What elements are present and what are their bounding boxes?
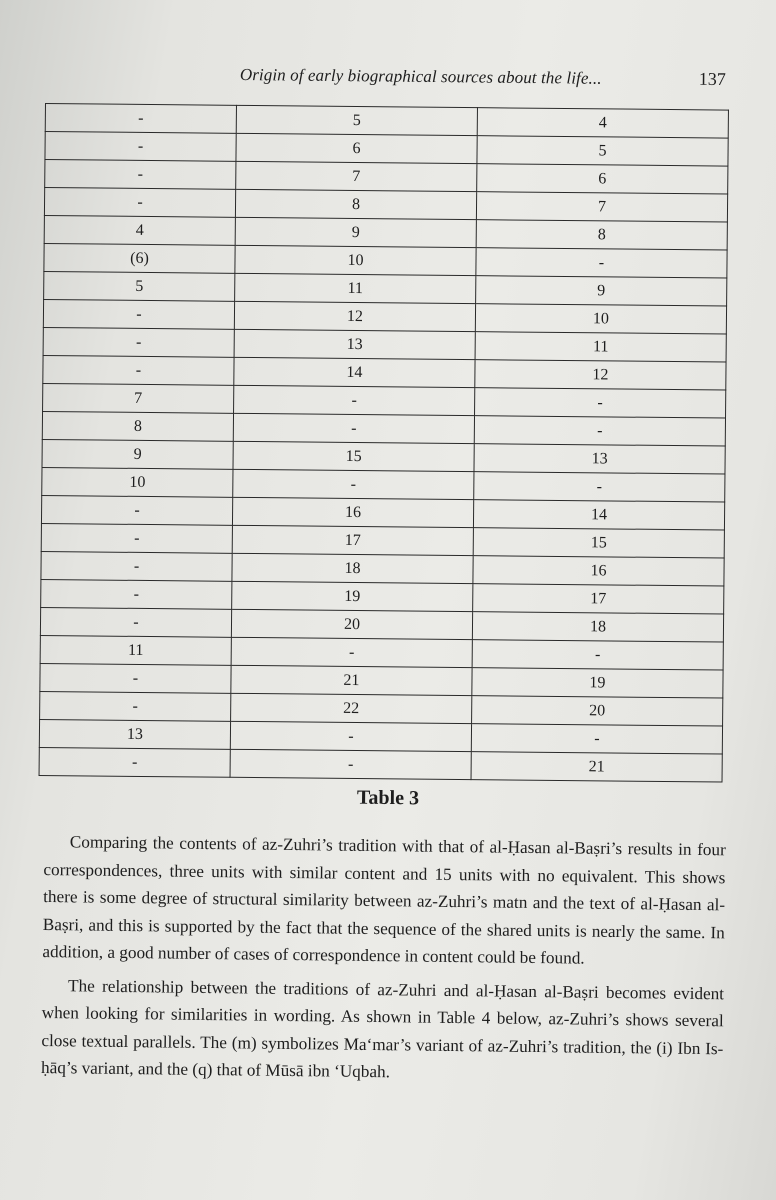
table-cell: 16	[232, 497, 473, 527]
table-cell: -	[230, 721, 471, 751]
table-cell: -	[474, 472, 725, 502]
table-cell: 16	[473, 556, 724, 586]
table-cell: -	[41, 495, 232, 525]
table-cell: 9	[235, 217, 476, 247]
table-cell: -	[233, 413, 474, 443]
table-cell: -	[476, 248, 727, 278]
table-cell: 13	[474, 444, 725, 474]
paragraph: Comparing the contents of az-Zuhri’s tradition with that of al-Ḥasan al-Baṣri’s results in four correspondences, three units with similar content and 15 units with no equivalent. This shows there is some degree of structural similarity between az-Zuhri’s matn and the text of al-Ḥasan al-Baṣri, and this is supported by the fact that the sequence of the shared units is nearly the same. In addition, a good number of cases of correspondence in content could be found.	[42, 832, 726, 968]
table-cell: -	[40, 691, 231, 721]
table-cell: 5	[477, 136, 728, 166]
body-text	[41, 828, 726, 1096]
table-cell: 8	[476, 220, 727, 250]
paragraph: The relationship between the traditions of az-Zuhri and al-Ḥasan al-Baṣri becomes evident when looking for similarities in wording. As shown in Table 4 below, az-Zuhri’s shows several close textual parallels. The (m) symbolizes Ma‘mar’s variant of az-Zuhri’s tradition, the (i) Ibn Is-ḥāq’s variant, and the (q) that of Mūsā ibn ‘Uqbah.	[40, 975, 725, 1082]
table-cell: -	[41, 579, 232, 609]
table-cell: -	[41, 551, 232, 581]
table-cell: 18	[232, 553, 473, 583]
table-cell: -	[39, 747, 230, 777]
table-cell: -	[43, 327, 234, 357]
table-cell: 6	[477, 164, 728, 194]
table-cell: 22	[231, 693, 472, 723]
table-cell: -	[234, 385, 475, 415]
table-3	[39, 103, 725, 782]
table-cell: 20	[472, 696, 723, 726]
table-cell: 12	[234, 301, 475, 331]
table-cell: 7	[43, 383, 234, 413]
table-cell: -	[40, 663, 231, 693]
table-cell: -	[231, 637, 472, 667]
table-cell: 12	[475, 360, 726, 390]
running-head	[240, 64, 730, 99]
page-number: 137	[698, 68, 726, 90]
table-cell: 7	[236, 161, 477, 191]
table-cell: -	[43, 299, 234, 329]
table-cell: 5	[236, 105, 477, 135]
table-cell: 11	[235, 273, 476, 303]
table-cell: 18	[472, 612, 723, 642]
table-cell: 9	[42, 439, 233, 469]
table-cell: 8	[42, 411, 233, 441]
table-cell: 7	[476, 192, 727, 222]
table-cell: 4	[477, 108, 728, 138]
table-cell: -	[474, 416, 725, 446]
table-cell: 5	[44, 271, 235, 301]
table-cell: 6	[236, 133, 477, 163]
table-cell: -	[45, 132, 236, 162]
table-cell: -	[40, 607, 231, 637]
table-cell: -	[475, 388, 726, 418]
table-cell: -	[471, 724, 722, 754]
table-row	[39, 747, 722, 782]
table-cell: 8	[235, 189, 476, 219]
table-cell: 19	[472, 668, 723, 698]
table-cell: 4	[44, 215, 235, 245]
table-cell: -	[230, 749, 471, 779]
table-cell: 15	[233, 441, 474, 471]
running-title: Origin of early biographical sources about the life...	[239, 64, 602, 88]
table-cell: 21	[231, 665, 472, 695]
table-cell: 19	[232, 581, 473, 611]
table-cell: -	[233, 469, 474, 499]
table-cell: 20	[231, 609, 472, 639]
table-cell: 11	[40, 635, 231, 665]
table-cell: 13	[234, 329, 475, 359]
table-cell: -	[45, 104, 236, 134]
table-cell: -	[472, 640, 723, 670]
table-cell: 14	[234, 357, 475, 387]
parallels-table	[39, 103, 729, 783]
table-cell: (6)	[44, 243, 235, 273]
table-cell: 14	[473, 500, 724, 530]
table-cell: -	[41, 523, 232, 553]
table-cell: 15	[473, 528, 724, 558]
table-cell: -	[45, 160, 236, 190]
table-cell: 10	[42, 467, 233, 497]
table-cell: 21	[471, 752, 722, 782]
table-cell: -	[44, 188, 235, 218]
table-cell: 11	[475, 332, 726, 362]
table-cell: -	[43, 355, 234, 385]
table-cell: 17	[473, 584, 724, 614]
table-cell: 9	[476, 276, 727, 306]
table-body	[39, 104, 728, 783]
table-cell: 13	[39, 719, 230, 749]
table-caption: Table 3	[356, 786, 420, 810]
table-cell: 10	[475, 304, 726, 334]
table-cell: 10	[235, 245, 476, 275]
table-cell: 17	[232, 525, 473, 555]
